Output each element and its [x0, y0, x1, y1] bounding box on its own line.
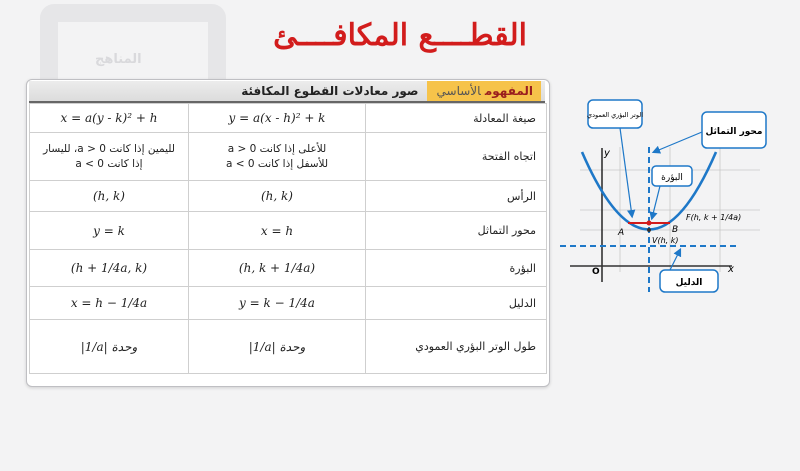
point-a-label: A: [618, 228, 625, 238]
origin-label: O: [592, 267, 600, 277]
cell: x = h: [189, 212, 366, 250]
y-axis-label: y: [604, 148, 610, 159]
concept-card: [26, 79, 550, 387]
row-label: محور التماثل: [366, 212, 547, 250]
row-label: طول الوتر البؤري العمودي: [366, 320, 547, 374]
table-row: [30, 104, 547, 133]
focus-callout-text: البؤرة: [661, 173, 683, 183]
axis-callout-text: محور التماثل: [705, 127, 763, 137]
focus-point-label: F(h, k + 1/4a): [686, 213, 742, 222]
row-label: الدليل: [366, 287, 547, 320]
cell: (h, k): [30, 181, 189, 212]
cell: للأعلى إذا كانت a > 0 للأسفل إذا كانت a < 0: [189, 133, 366, 181]
vertex-point: [647, 228, 651, 232]
cell: (h + 1/4a, k): [30, 250, 189, 287]
row-label: الرأس: [366, 181, 547, 212]
directrix-callout-text: الدليل: [675, 278, 703, 288]
row-label: اتجاه الفتحة: [366, 133, 547, 181]
concept-title: صور معادلات القطوع المكافئة: [241, 84, 419, 98]
latus-callout-text: الوتر البؤري العمودي: [586, 111, 644, 119]
focus-point: [647, 221, 652, 226]
table-row: [30, 212, 547, 250]
concept-header: [29, 81, 545, 103]
parabola-diagram: [560, 92, 780, 302]
table-row: [30, 133, 547, 181]
table-row: [30, 320, 547, 374]
x-axis-label: x: [728, 264, 734, 275]
point-b-label: B: [672, 225, 679, 235]
row-label: صيغة المعادلة: [366, 104, 547, 133]
table-row: [30, 250, 547, 287]
cell: لليمين إذا كانت a > 0، لليسار إذا كانت a < 0: [30, 133, 189, 181]
concept-label: المفهومالأساسي: [427, 81, 541, 101]
table-row: [30, 287, 547, 320]
cell: y = k − 1/4a: [189, 287, 366, 320]
cell: y = a(x - h)² + k: [189, 104, 366, 133]
cell: x = h − 1/4a: [30, 287, 189, 320]
cell: y = k: [30, 212, 189, 250]
page-title: القطــــع المكافــــئ: [273, 18, 527, 53]
cell: x = a(y - k)² + h: [30, 104, 189, 133]
vertex-label: V(h, k): [652, 236, 679, 245]
row-label: البؤرة: [366, 250, 547, 287]
watermark-label-1: المناهج: [95, 52, 142, 67]
cell: |1/a| وحدة: [30, 320, 189, 374]
cell: |1/a| وحدة: [189, 320, 366, 374]
table-row: [30, 181, 547, 212]
equations-table: [29, 103, 547, 374]
cell: (h, k): [189, 181, 366, 212]
cell: (h, k + 1/4a): [189, 250, 366, 287]
